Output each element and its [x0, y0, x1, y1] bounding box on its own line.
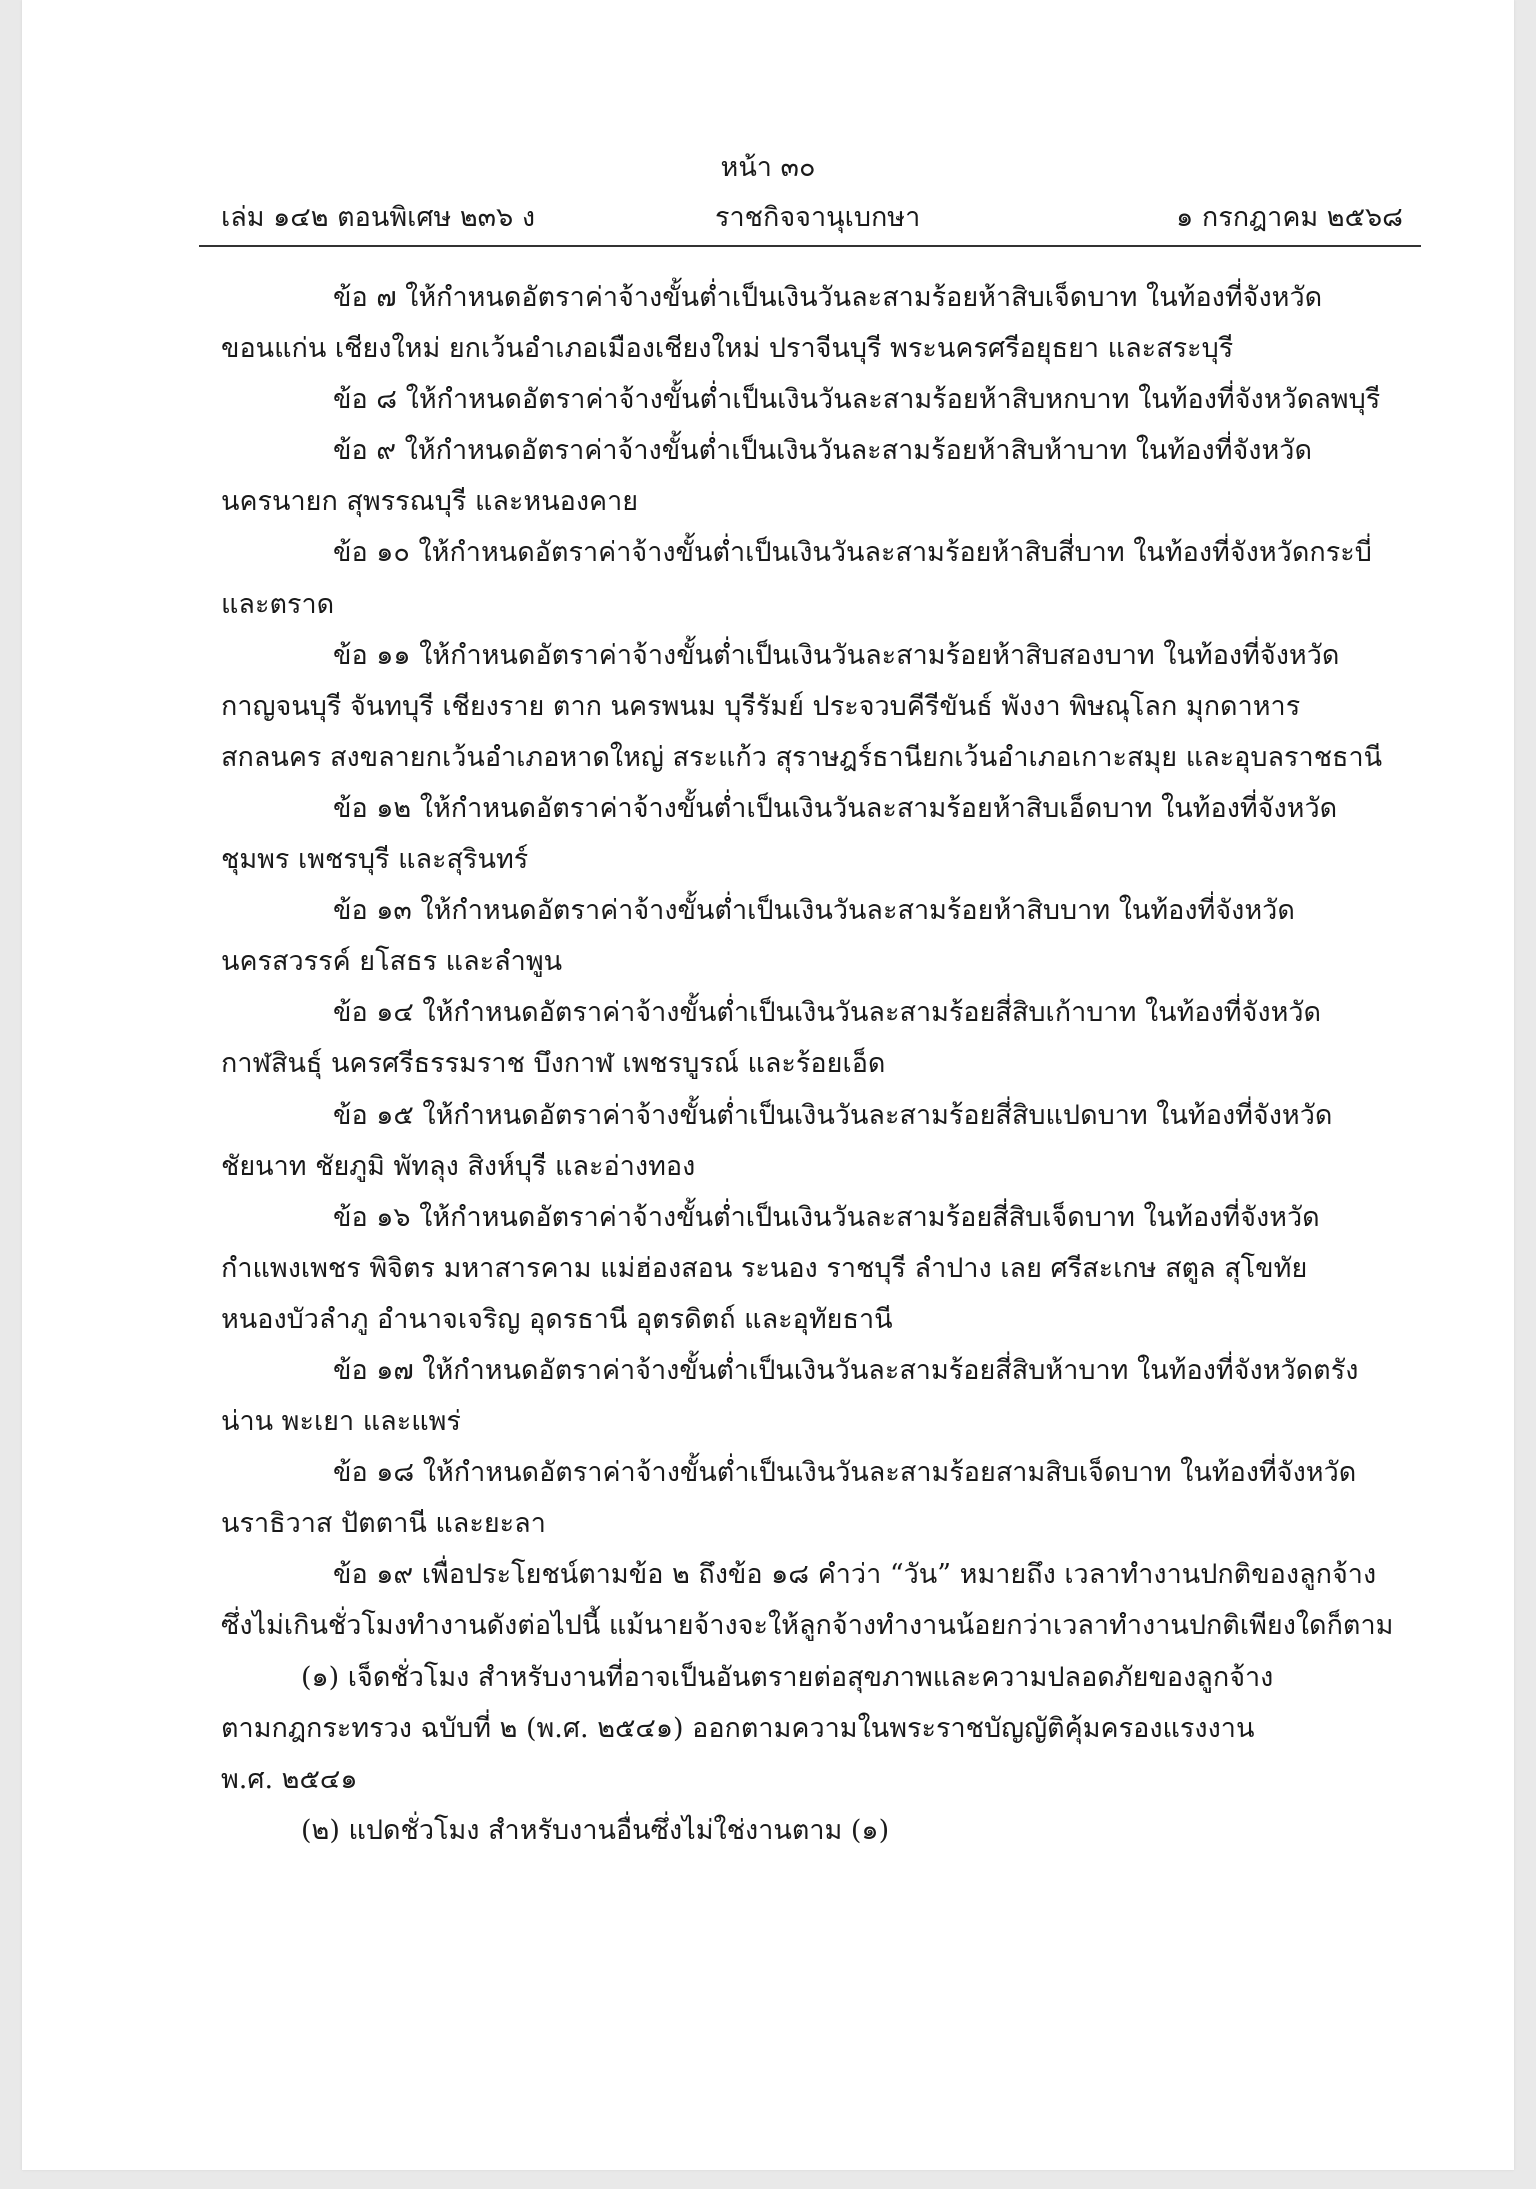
text-line: น่าน พะเยา และแพร่ [221, 1406, 461, 1438]
text-line: นราธิวาส ปัตตานี และยะลา [221, 1508, 546, 1540]
text-line: ข้อ ๑๔ ให้กำหนดอัตราค่าจ้างขั้นต่ำเป็นเงินวันละสามร้อยสี่สิบเก้าบาท ในท้องที่จังหวัด [333, 997, 1322, 1029]
text-line: พ.ศ. ๒๕๔๑ [221, 1763, 358, 1795]
text-line: นครนายก สุพรรณบุรี และหนองคาย [221, 486, 639, 518]
text-line: ข้อ ๑๘ ให้กำหนดอัตราค่าจ้างขั้นต่ำเป็นเงินวันละสามร้อยสามสิบเจ็ดบาท ในท้องที่จังหวัด [333, 1457, 1357, 1489]
document-body [221, 272, 1417, 1856]
text-line: ข้อ ๑๗ ให้กำหนดอัตราค่าจ้างขั้นต่ำเป็นเงินวันละสามร้อยสี่สิบห้าบาท ในท้องที่จังหวัดตรัง [333, 1354, 1359, 1386]
publication-date: ๑ กรกฎาคม ๒๕๖๘ [1176, 202, 1403, 233]
text-line: ตามกฎกระทรวง ฉบับที่ ๒ (พ.ศ. ๒๕๔๑) ออกตามความในพระราชบัญญัติคุ้มครองแรงงาน [221, 1712, 1255, 1744]
text-line: สกลนคร สงขลายกเว้นอำเภอหาดใหญ่ สระแก้ว สุราษฎร์ธานียกเว้นอำเภอเกาะสมุย และอุบลราชธานี [221, 741, 1383, 773]
text-line: ข้อ ๑๙ เพื่อประโยชน์ตามข้อ ๒ ถึงข้อ ๑๘ คำว่า “วัน” หมายถึง เวลาทำงานปกติของลูกจ้าง [333, 1559, 1377, 1591]
text-line: ข้อ ๗ ให้กำหนดอัตราค่าจ้างขั้นต่ำเป็นเงินวันละสามร้อยห้าสิบเจ็ดบาท ในท้องที่จังหวัด [333, 282, 1323, 313]
text-line: ซึ่งไม่เกินชั่วโมงทำงานดังต่อไปนี้ แม้นายจ้างจะให้ลูกจ้างทำงานน้อยกว่าเวลาทำงานปกติเพียงใดก็ตาม [221, 1610, 1394, 1642]
text-line: ข้อ ๑๒ ให้กำหนดอัตราค่าจ้างขั้นต่ำเป็นเงินวันละสามร้อยห้าสิบเอ็ดบาท ในท้องที่จังหวัด [333, 792, 1338, 824]
text-line: หนองบัวลำภู อำนาจเจริญ อุดรธานี อุตรดิตถ์ และอุทัยธานี [221, 1303, 893, 1335]
text-line: ชุมพร เพชรบุรี และสุรินทร์ [221, 844, 529, 876]
text-line: กาญจนบุรี จันทบุรี เชียงราย ตาก นครพนม บุรีรัมย์ ประจวบคีรีขันธ์ พังงา พิษณุโลก มุกดาหาร [221, 690, 1301, 722]
text-line: ขอนแก่น เชียงใหม่ ยกเว้นอำเภอเมืองเชียงใหม่ ปราจีนบุรี พระนครศรีอยุธยา และสระบุรี [221, 333, 1234, 365]
text-line: ข้อ ๑๓ ให้กำหนดอัตราค่าจ้างขั้นต่ำเป็นเงินวันละสามร้อยห้าสิบบาท ในท้องที่จังหวัด [333, 895, 1295, 927]
text-line: ข้อ ๑๑ ให้กำหนดอัตราค่าจ้างขั้นต่ำเป็นเงินวันละสามร้อยห้าสิบสองบาท ในท้องที่จังหวัด [333, 639, 1340, 671]
page-number: หน้า ๓๐ [720, 152, 816, 183]
text-line: ข้อ ๙ ให้กำหนดอัตราค่าจ้างขั้นต่ำเป็นเงินวันละสามร้อยห้าสิบห้าบาท ในท้องที่จังหวัด [333, 435, 1312, 467]
text-line: ชัยนาท ชัยภูมิ พัทลุง สิงห์บุรี และอ่างทอง [221, 1150, 696, 1182]
header-divider [199, 245, 1421, 247]
text-line: ข้อ ๑๐ ให้กำหนดอัตราค่าจ้างขั้นต่ำเป็นเงินวันละสามร้อยห้าสิบสี่บาท ในท้องที่จังหวัดกระบี่ [333, 537, 1372, 569]
text-line: และตราด [221, 588, 335, 620]
text-line: (๑) เจ็ดชั่วโมง สำหรับงานที่อาจเป็นอันตรายต่อสุขภาพและความปลอดภัยของลูกจ้าง [301, 1661, 1274, 1693]
gazette-header [199, 198, 1421, 238]
text-line: นครสวรรค์ ยโสธร และลำพูน [221, 946, 563, 978]
text-line: ข้อ ๑๕ ให้กำหนดอัตราค่าจ้างขั้นต่ำเป็นเงินวันละสามร้อยสี่สิบแปดบาท ในท้องที่จังหวัด [333, 1099, 1333, 1131]
publication-name: ราชกิจจานุเบกษา [715, 202, 921, 233]
document-page [22, 0, 1514, 2170]
text-line: (๒) แปดชั่วโมง สำหรับงานอื่นซึ่งไม่ใช่งานตาม (๑) [301, 1814, 890, 1846]
text-line: กำแพงเพชร พิจิตร มหาสารคาม แม่ฮ่องสอน ระนอง ราชบุรี ลำปาง เลย ศรีสะเกษ สตูล สุโขทัย [221, 1252, 1308, 1284]
text-line: ข้อ ๘ ให้กำหนดอัตราค่าจ้างขั้นต่ำเป็นเงินวันละสามร้อยห้าสิบหกบาท ในท้องที่จังหวัดลพบุรี [333, 384, 1381, 416]
volume-issue: เล่ม ๑๔๒ ตอนพิเศษ ๒๓๖ ง [221, 202, 536, 233]
text-line: กาฬสินธุ์ นครศรีธรรมราช บึงกาฬ เพชรบูรณ์ และร้อยเอ็ด [221, 1048, 886, 1080]
text-line: ข้อ ๑๖ ให้กำหนดอัตราค่าจ้างขั้นต่ำเป็นเงินวันละสามร้อยสี่สิบเจ็ดบาท ในท้องที่จังหวัด [333, 1201, 1320, 1233]
